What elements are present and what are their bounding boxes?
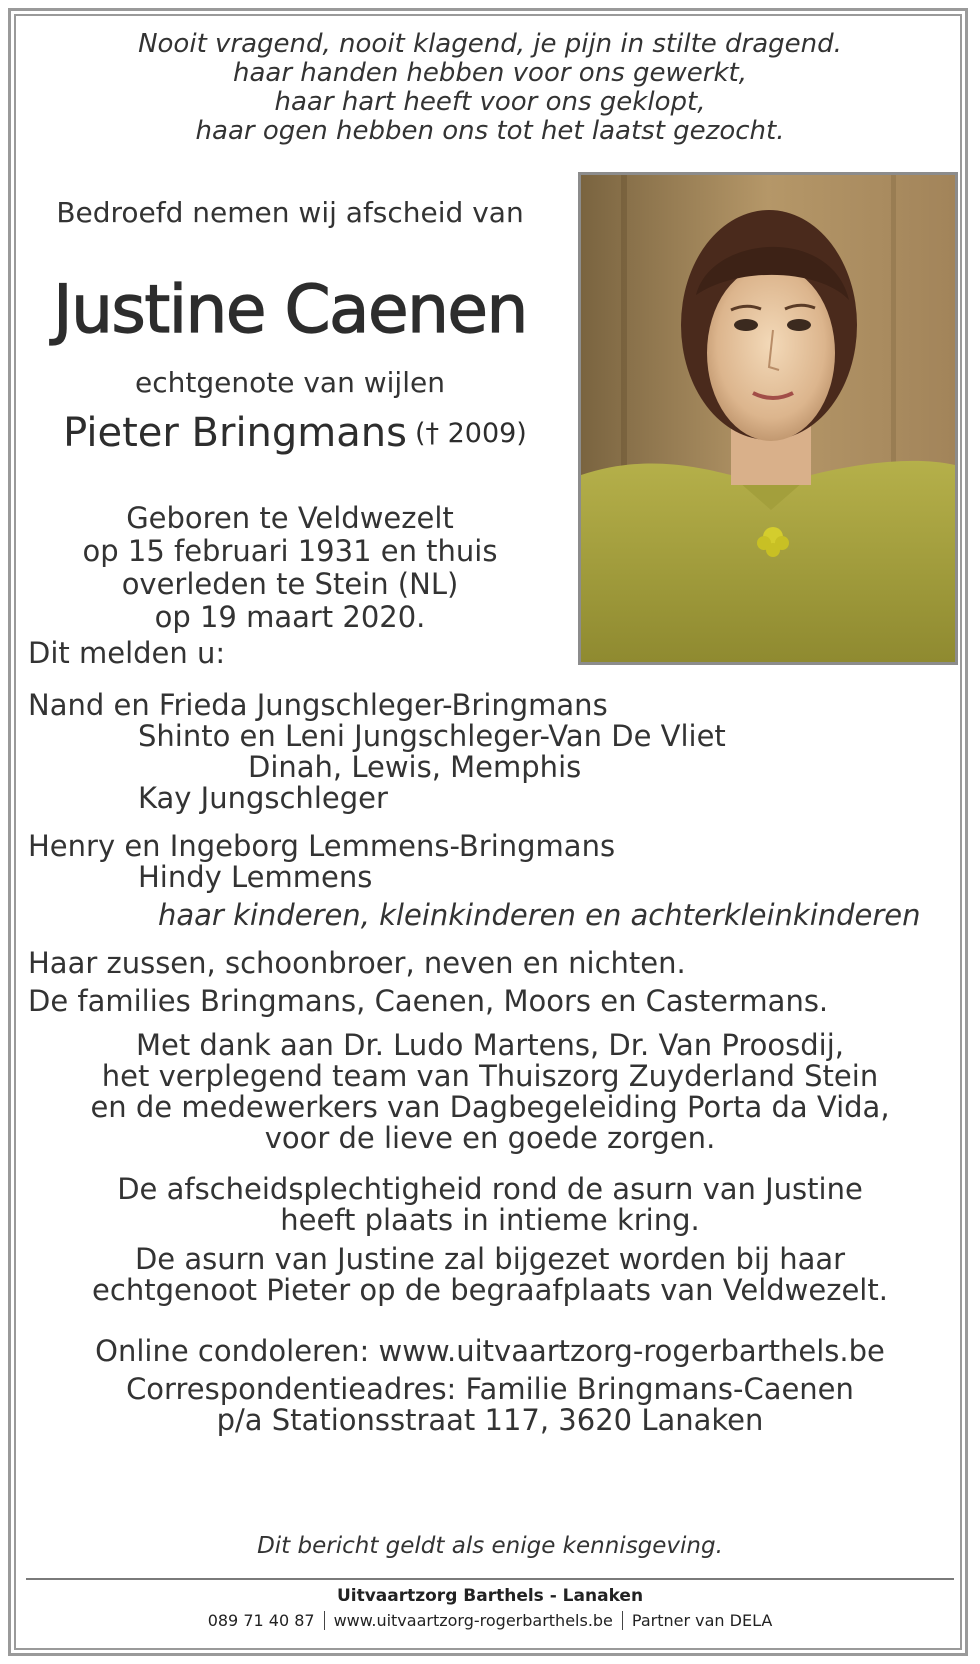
footer-divider [26,1578,954,1580]
family-group-1 [28,690,952,814]
thanks-line: voor de lieve en goede zorgen. [264,1121,716,1155]
birth-death-line: op 19 maart 2020. [154,600,426,634]
thanks-line: Met dank aan Dr. Ludo Martens, Dr. Van Proosdij, [135,1028,845,1062]
footer-phone[interactable]: 089 71 40 87 [207,1611,315,1630]
poem-line: haar hart heeft voor ons geklopt, [274,87,706,117]
ceremony-text [28,1174,952,1236]
poem-line: haar handen hebben voor ons gewerkt, [233,58,747,88]
burial-text [28,1244,952,1306]
thanks-text [28,1030,952,1154]
birth-death-line: overleden te Stein (NL) [121,567,459,601]
family-relation: haar kinderen, kleinkinderen en achterkleinkinderen [158,898,921,932]
footer-partner: Partner van DELA [631,1611,773,1630]
address-line: p/a Stationsstraat 117, 3620 Lanaken [216,1403,764,1437]
birth-death-line: op 15 februari 1931 en thuis [82,534,498,568]
family-line: Hindy Lemmens [138,860,373,894]
footer-separator [324,1611,325,1630]
portrait-image [581,175,955,662]
ceremony-line: heeft plaats in intieme kring. [280,1203,700,1237]
footer-separator [622,1611,623,1630]
notice-text: Dit bericht geldt als enige kennisgeving. [257,1533,723,1559]
family-group-2 [28,831,952,893]
correspondence-address [28,1374,952,1436]
spouse-line [30,410,560,456]
poem-line: haar ogen hebben ons tot het laatst gezocht. [195,116,785,146]
burial-line: echtgenoot Pieter op de begraafplaats van Veldwezelt. [92,1273,888,1307]
spouse-death-year: († 2009) [414,418,527,449]
portrait-photo [578,172,958,665]
spouse-intro: echtgenote van wijlen [135,366,445,399]
address-line: Correspondentieadres: Familie Bringmans-Caenen [126,1372,854,1406]
thanks-line: het verplegend team van Thuiszorg Zuyderland Stein [101,1059,879,1093]
family-sisters: Haar zussen, schoonbroer, neven en nichten. [28,946,686,980]
family-line: Kay Jungschleger [138,781,388,815]
family-line: Henry en Ingeborg Lemmens-Bringmans [28,829,616,863]
family-line: Nand en Frieda Jungschleger-Bringmans [28,688,608,722]
family-line: Dinah, Lewis, Memphis [248,750,582,784]
spouse-name: Pieter Bringmans [63,410,407,456]
birth-death-info [30,502,550,634]
ceremony-line: De afscheidsplechtigheid rond de asurn van Justine [117,1172,863,1206]
thanks-line: en de medewerkers van Dagbegeleiding Porta da Vida, [90,1090,890,1124]
deceased-name: Justine Caenen [53,271,527,348]
footer-company: Uitvaartzorg Barthels - Lanaken [336,1586,644,1606]
birth-death-line: Geboren te Veldwezelt [126,501,454,535]
footer-contact [26,1611,954,1630]
footer-website[interactable]: www.uitvaartzorg-rogerbarthels.be [333,1611,613,1630]
poem [60,30,920,146]
intro-text: Bedroefd nemen wij afscheid van [56,196,524,229]
condolence-link[interactable]: Online condoleren: www.uitvaartzorg-rogerbarthels.be [95,1334,885,1368]
announce-intro: Dit melden u: [28,636,226,670]
family-line: Shinto en Leni Jungschleger-Van De Vliet [138,719,726,753]
burial-line: De asurn van Justine zal bijgezet worden bij haar [134,1242,846,1276]
family-families: De families Bringmans, Caenen, Moors en Castermans. [28,984,829,1018]
poem-line: Nooit vragend, nooit klagend, je pijn in stilte dragend. [138,29,842,59]
